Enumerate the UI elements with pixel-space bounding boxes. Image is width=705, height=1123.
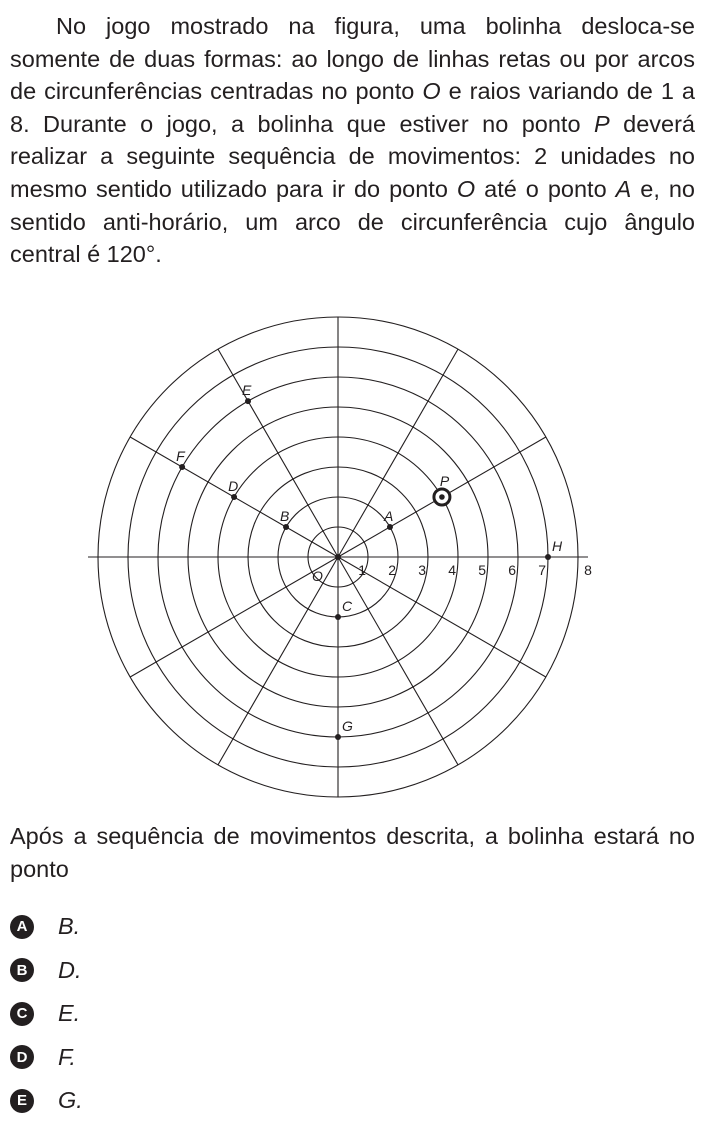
option-c-text: E.: [58, 1000, 81, 1027]
point-d: [231, 494, 237, 500]
question-part-2: e raios variando de 1 a 8. Durante o jogo, a bolinha que estiver no ponto: [10, 78, 695, 137]
radius-label-4: 4: [448, 562, 456, 578]
option-e-badge: E: [10, 1089, 34, 1113]
option-a[interactable]: [10, 905, 83, 949]
question-part-3: deverá realizar a seguinte sequência de movimentos: 2 unidades no mesmo sentido utilizado para ir do ponto: [10, 110, 695, 202]
option-c[interactable]: [10, 992, 83, 1036]
radial-line-240: [218, 557, 338, 765]
point-b: [283, 524, 289, 530]
option-b-text: D.: [58, 956, 82, 983]
point-label-d: D: [228, 478, 239, 494]
option-c-badge: C: [10, 1002, 34, 1026]
point-label-f: F: [176, 448, 185, 464]
point-e: [245, 398, 251, 404]
point-label-e: E: [242, 382, 252, 399]
radius-label-7: 7: [538, 562, 546, 578]
option-d-badge: D: [10, 1045, 34, 1069]
point-label-c: C: [342, 598, 353, 614]
radius-label-8: 8: [584, 562, 592, 578]
radial-line-300: [338, 557, 458, 765]
question-text: [10, 10, 695, 271]
option-b[interactable]: [10, 949, 83, 993]
option-e[interactable]: [10, 1079, 83, 1123]
radius-label-1: 1: [358, 562, 366, 578]
point-c: [335, 614, 341, 620]
question-var-o-2: O: [456, 175, 476, 202]
point-label-g: G: [342, 718, 353, 734]
polar-grid-figure: [0, 300, 705, 810]
radius-label-5: 5: [478, 562, 486, 578]
option-d[interactable]: [10, 1036, 83, 1080]
question-part-1: No jogo mostrado na figura, uma bolinha desloca-se somente de duas formas: ao longo de linhas retas ou por arcos de circunferências centradas no ponto: [10, 13, 695, 105]
point-label-h: H: [552, 538, 563, 554]
option-d-text: F.: [58, 1043, 76, 1070]
option-b-badge: B: [10, 958, 34, 982]
answer-stem: Após a sequência de movimentos descrita, a bolinha estará no ponto: [10, 823, 695, 882]
point-label-a: A: [383, 508, 394, 524]
question-part-5: e, no sentido anti-horário, um arco de circunferência cujo ângulo central é 120°.: [10, 175, 695, 268]
center-label-o: O: [312, 568, 323, 584]
point-g: [335, 734, 341, 740]
radius-label-3: 3: [418, 562, 426, 578]
question-var-a: A: [615, 175, 632, 202]
question-part-4: até o ponto: [475, 175, 616, 202]
question-var-p: P: [593, 110, 610, 137]
point-label-b: B: [280, 508, 290, 524]
point-a: [387, 524, 393, 530]
radial-line-60: [338, 349, 458, 557]
radius-label-2: 2: [388, 562, 396, 578]
answer-options: [10, 905, 83, 1123]
radial-line-210: [130, 557, 338, 677]
question-var-o: O: [422, 78, 441, 105]
point-h: [545, 554, 551, 560]
point-f: [179, 464, 185, 470]
option-a-text: B.: [58, 913, 81, 940]
option-a-badge: A: [10, 915, 34, 939]
point-label-p: P: [439, 473, 450, 489]
radius-label-6: 6: [508, 562, 516, 578]
radial-line-120: [218, 349, 338, 557]
point-p: [439, 494, 445, 500]
center-point: [335, 554, 341, 560]
option-e-text: G.: [58, 1087, 83, 1114]
